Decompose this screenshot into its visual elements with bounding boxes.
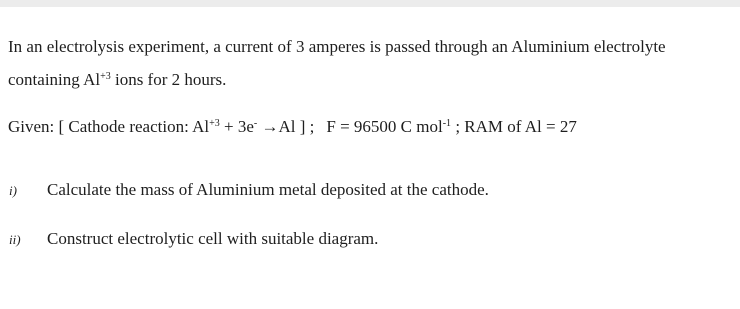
given-product: →Al ] ; [257,117,315,136]
given-cathode-reaction: Given: [ Cathode reaction: Al [8,117,210,136]
sub-question-text: Construct electrolytic cell with suitable diagram. [47,229,379,248]
question-text: In an electrolysis experiment, a current of 3 amperes is passed through an Aluminium electrolyte [8,37,666,56]
sub-question-text: Calculate the mass of Aluminium metal deposited at the cathode. [47,180,489,199]
al-charge-superscript: +3 [209,118,220,129]
sub-question-1 [9,180,489,201]
top-edge-strip [0,0,740,7]
charge-superscript: +3 [100,71,111,82]
given-electrons: + 3e [219,117,254,136]
given-line [8,117,577,137]
mol-exponent-superscript: -1 [442,118,452,129]
sub-question-number: ii) [9,232,21,247]
given-ram: ; RAM of Al = 27 [451,117,577,136]
question-text-continued: containing Al [8,70,101,89]
sub-question-number: i) [9,183,17,198]
question-text-end: ions for 2 hours. [110,70,227,89]
question-line-1 [8,37,666,57]
sub-question-2 [9,229,378,250]
given-faraday-constant: F = 96500 C mol [326,117,443,136]
question-line-2 [8,70,226,90]
electron-charge-superscript: - [253,118,258,129]
